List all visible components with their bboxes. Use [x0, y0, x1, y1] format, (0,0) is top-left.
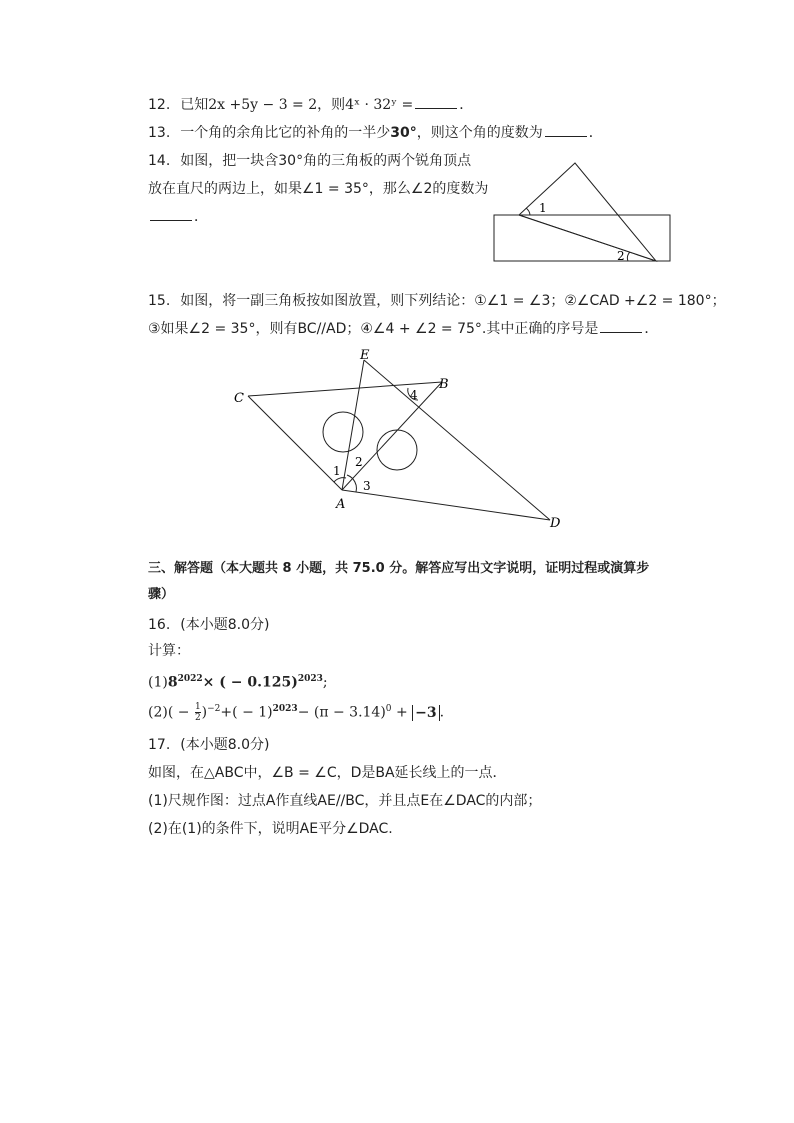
angle-3-label: 3 — [363, 479, 371, 493]
expression: 4ˣ · 32ʸ = — [345, 97, 414, 113]
question-text: 一个角的余角比它的补角的一半少 — [180, 125, 391, 141]
numerator: 1 — [194, 702, 201, 713]
angle-2-label: 2 — [355, 455, 363, 469]
denominator: 2 — [194, 713, 201, 724]
angle-2-arc — [627, 252, 630, 261]
period: . — [439, 704, 445, 721]
question-12 — [148, 96, 473, 114]
expression: +( − 1) — [220, 704, 273, 721]
question-text: 已知 — [180, 97, 209, 113]
question-text: ，则这个角的度数为 — [416, 125, 543, 141]
score-note: (本小题8.0分) — [180, 617, 270, 633]
question-17-line3: (2)在(1)的条件下，说明AE平分∠DAC. — [148, 821, 393, 837]
angle-1-arc — [526, 208, 530, 215]
question-16-intro: 计算： — [148, 643, 190, 659]
question-number: 17. — [148, 737, 171, 753]
exponent: 2023 — [272, 704, 298, 714]
triangle-side — [519, 215, 656, 261]
question-14-answer — [148, 208, 208, 226]
exponent: 0 — [385, 704, 392, 714]
segment-AB — [342, 382, 442, 490]
answer-blank[interactable] — [600, 320, 642, 333]
question-number: 13. — [148, 125, 171, 141]
segment-AD — [342, 490, 550, 520]
point-C-label: C — [234, 391, 244, 406]
question-14 — [148, 152, 471, 170]
angle-3-arc — [353, 479, 356, 492]
angle-2-label: 2 — [617, 249, 625, 263]
question-number: 12. — [148, 97, 171, 113]
question-16-part2 — [148, 700, 444, 723]
board-hole-2 — [377, 430, 417, 470]
angle-1-label: 1 — [333, 464, 341, 478]
exponent: 2023 — [297, 674, 323, 684]
fraction — [195, 702, 201, 723]
exponent: −2 — [207, 704, 221, 714]
angle-2-arc — [347, 475, 353, 479]
question-number: 14. — [148, 153, 171, 169]
figure-two-triangles — [220, 342, 580, 532]
answer-blank[interactable] — [150, 208, 192, 221]
section-heading: 三、解答题（本大题共 8 小题，共 75.0 分。解答应写出文字说明，证明过程或演算步 — [148, 561, 650, 576]
period: ． — [194, 209, 208, 225]
question-14-line2: 放在直尺的两边上，如果∠1 = 35°，那么∠2的度数为 — [148, 181, 489, 197]
expression: ( − — [167, 704, 194, 721]
period: ． — [644, 321, 659, 337]
segment-CA — [248, 396, 342, 490]
question-16 — [148, 616, 269, 634]
point-A-label: A — [336, 497, 346, 512]
answer-blank[interactable] — [415, 96, 457, 109]
score-note: (本小题8.0分) — [180, 737, 270, 753]
question-text: 如图，将一副三角板按如图放置，则下列结论：①∠1 = ∠3；②∠CAD +∠2 = 180°； — [180, 293, 726, 309]
question-text: 如图，把一块含30°角的三角板的两个锐角顶点 — [180, 153, 472, 169]
expression: ) — [201, 704, 208, 721]
segment-ED — [364, 360, 550, 520]
expression: − (π − 3.14) — [297, 704, 386, 721]
question-number: 15. — [148, 293, 171, 309]
question-15 — [148, 292, 726, 310]
period: ． — [588, 125, 603, 141]
question-17 — [148, 736, 269, 754]
question-13 — [148, 124, 603, 142]
answer-blank[interactable] — [545, 124, 587, 137]
figure-ruler-triangle — [490, 158, 680, 268]
base: 8 — [167, 674, 178, 691]
point-E-label: E — [360, 348, 370, 363]
expression: × ( − 0.125) — [202, 674, 298, 691]
angle-1-label: 1 — [539, 201, 547, 215]
question-text: ③如果∠2 = 35°，则有BC//AD；④∠4 + ∠2 = 75°.其中正确的序号是 — [148, 321, 599, 337]
board-hole-1 — [323, 412, 363, 452]
part-label: (2) — [148, 704, 168, 721]
absolute-value: −3 — [412, 705, 439, 721]
question-text: ，则 — [317, 97, 346, 113]
question-15-line2 — [148, 320, 658, 338]
question-17-line1: 如图，在△ABC中，∠B = ∠C，D是BA延长线上的一点． — [148, 765, 507, 781]
question-17-line2: (1)尺规作图：过点A作直线AE//BC，并且点E在∠DAC的内部； — [148, 793, 542, 809]
point-D-label: D — [550, 516, 561, 531]
semicolon: ; — [322, 674, 328, 691]
angle-4-label: 4 — [410, 388, 418, 402]
question-16-part1 — [148, 670, 328, 692]
exponent: 2022 — [177, 674, 203, 684]
equation: 2x +5y − 3 = 2 — [208, 97, 318, 113]
question-number: 16. — [148, 617, 171, 633]
period: ． — [459, 97, 474, 113]
section-heading-cont: 骤） — [148, 587, 175, 602]
part-label: (1) — [148, 674, 168, 691]
ruler — [494, 215, 670, 261]
degree-value: 30° — [390, 125, 417, 141]
plus: + — [391, 704, 413, 721]
point-B-label: B — [439, 377, 449, 392]
